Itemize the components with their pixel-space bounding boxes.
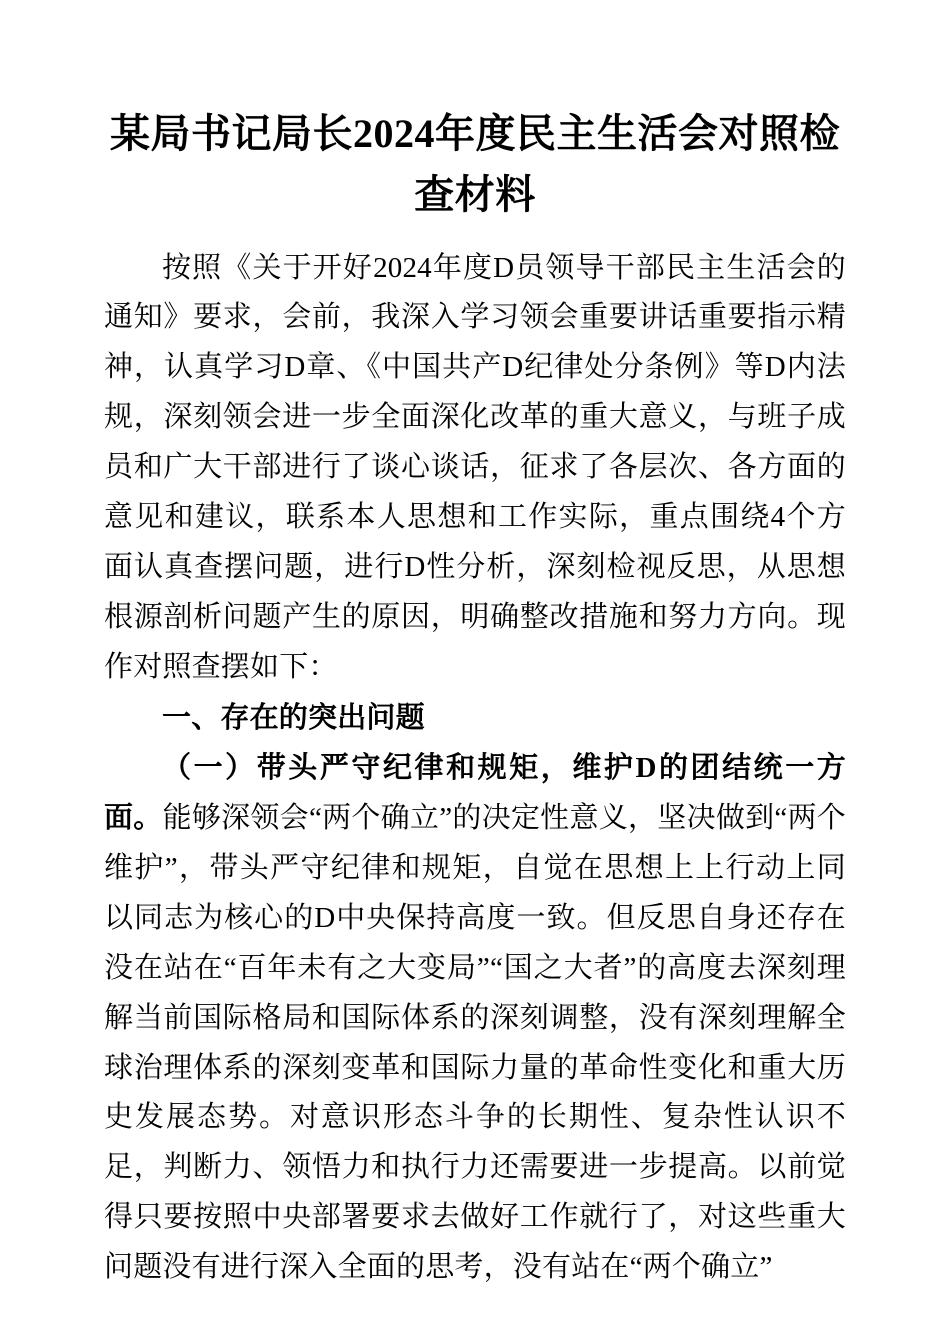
subsection-one-lead: （一）带头严守纪律和规矩，维护D的团结统一方面。 — [104, 752, 846, 835]
document-title: 某局书记局长2024年度民主生活会对照检查材料 — [110, 111, 840, 217]
section-heading-existing-problems: 一、存在的突出问题 — [162, 702, 425, 735]
intro-paragraph: 按照《关于开好2024年度D员领导干部民主生活会的通知》要求，会前，我深入学习领会重要讲话重要指示精神，认真学习D章、《中国共产D纪律处分条例》等D内法规，深刻领会进一步全面深化改革的重大意义，与班子成员和广大干部进行了谈心谈话，征求了各层次、各方面的意见和建议，联系本人思想和工作实际，重点围绕4个方面认真查摆问题，进行D性分析，深刻检视反思，从思想根源剖析问题产生的原因，明确整改措施和努力方向。现作对照查摆如下： — [104, 251, 846, 683]
subsection-one-body: 能够深领会“两个确立”的决定性意义，坚决做到“两个维护”，带头严守纪律和规矩，自觉在思想上上行动上同以同志为核心的D中央保持高度一致。但反思自身还存在没在站在“百年未有之大变局”“国之大者”的高度去深刻理解当前国际格局和国际体系的深刻调整，没有深刻理解全球治理体系的深刻变革和国际力量的革命性变化和重大历史发展态势。对意识形态斗争的长期性、复杂性认识不足，判断力、领悟力和执行力还需要进一步提高。以前觉得只要按照中央部署要求去做好工作就行了，对这些重大问题没有进行深入全面的思考，没有站在“两个确立” — [104, 802, 846, 1284]
subsection-one-paragraph — [104, 744, 846, 1293]
